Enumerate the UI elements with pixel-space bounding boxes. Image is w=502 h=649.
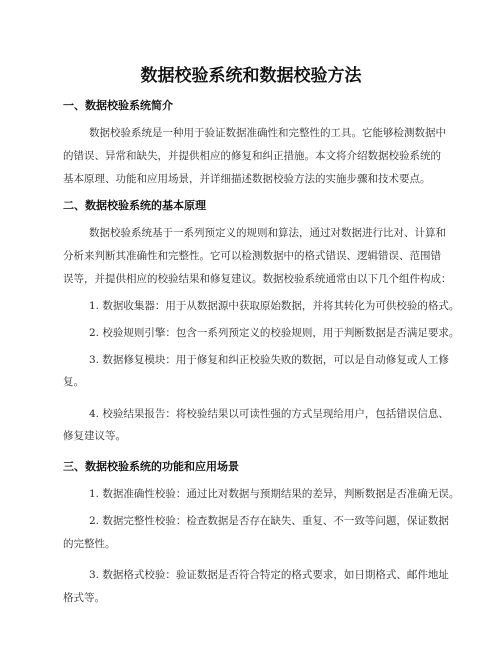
list-item: 2. 校验规则引擎：包含一系列预定义的校验规则，用于判断数据是否满足要求。 <box>89 327 460 339</box>
list-item: 1. 数据收集器：用于从数据源中获取原始数据，并将其转化为可供校验的格式。 <box>89 300 460 312</box>
list-item-continuation: 的完整性。 <box>63 538 116 550</box>
list-item: 1. 数据准确性校验：通过比对数据与预期结果的差异，判断数据是否准确无误。 <box>89 488 460 500</box>
list-item-continuation: 复。 <box>63 376 84 388</box>
list-item: 3. 数据格式校验：验证数据是否符合特定的格式要求，如日期格式、邮件地址 <box>89 569 449 581</box>
document-title: 数据校验系统和数据校验方法 <box>140 66 362 86</box>
paragraph-line: 数据校验系统是一种用于验证数据准确性和完整性的工具。它能够检测数据中 <box>89 127 446 139</box>
section-1-heading: 一、数据校验系统简介 <box>63 99 173 112</box>
section-3-heading: 三、数据校验系统的功能和应用场景 <box>63 460 239 473</box>
paragraph-line: 的错误、异常和缺失，并提供相应的修复和纠正措施。本文将介绍数据校验系统的 <box>63 150 441 162</box>
list-item: 2. 数据完整性校验：检查数据是否存在缺失、重复、不一致等问题，保证数据 <box>89 515 449 527</box>
list-item: 3. 数据修复模块：用于修复和纠正校验失败的数据，可以是自动修复或人工修 <box>89 354 449 366</box>
paragraph-line: 数据校验系统基于一系列预定义的规则和算法，通过对数据进行比对、计算和 <box>89 227 446 239</box>
list-item: 4. 校验结果报告：将校验结果以可读性强的方式呈现给用户，包括错误信息、 <box>89 408 449 420</box>
section-2-heading: 二、数据校验系统的基本原理 <box>63 199 206 212</box>
list-item-continuation: 格式等。 <box>63 592 105 604</box>
list-item-continuation: 修复建议等。 <box>63 430 126 442</box>
paragraph-line: 误等，并提供相应的校验结果和修复建议。数据校验系统通常由以下几个组件构成： <box>63 273 452 285</box>
paragraph-line: 基本原理、功能和应用场景，并详细描述数据校验方法的实施步骤和技术要点。 <box>63 173 431 185</box>
paragraph-line: 分析来判断其准确性和完整性。它可以检测数据中的格式错误、逻辑错误、范围错 <box>63 250 441 262</box>
